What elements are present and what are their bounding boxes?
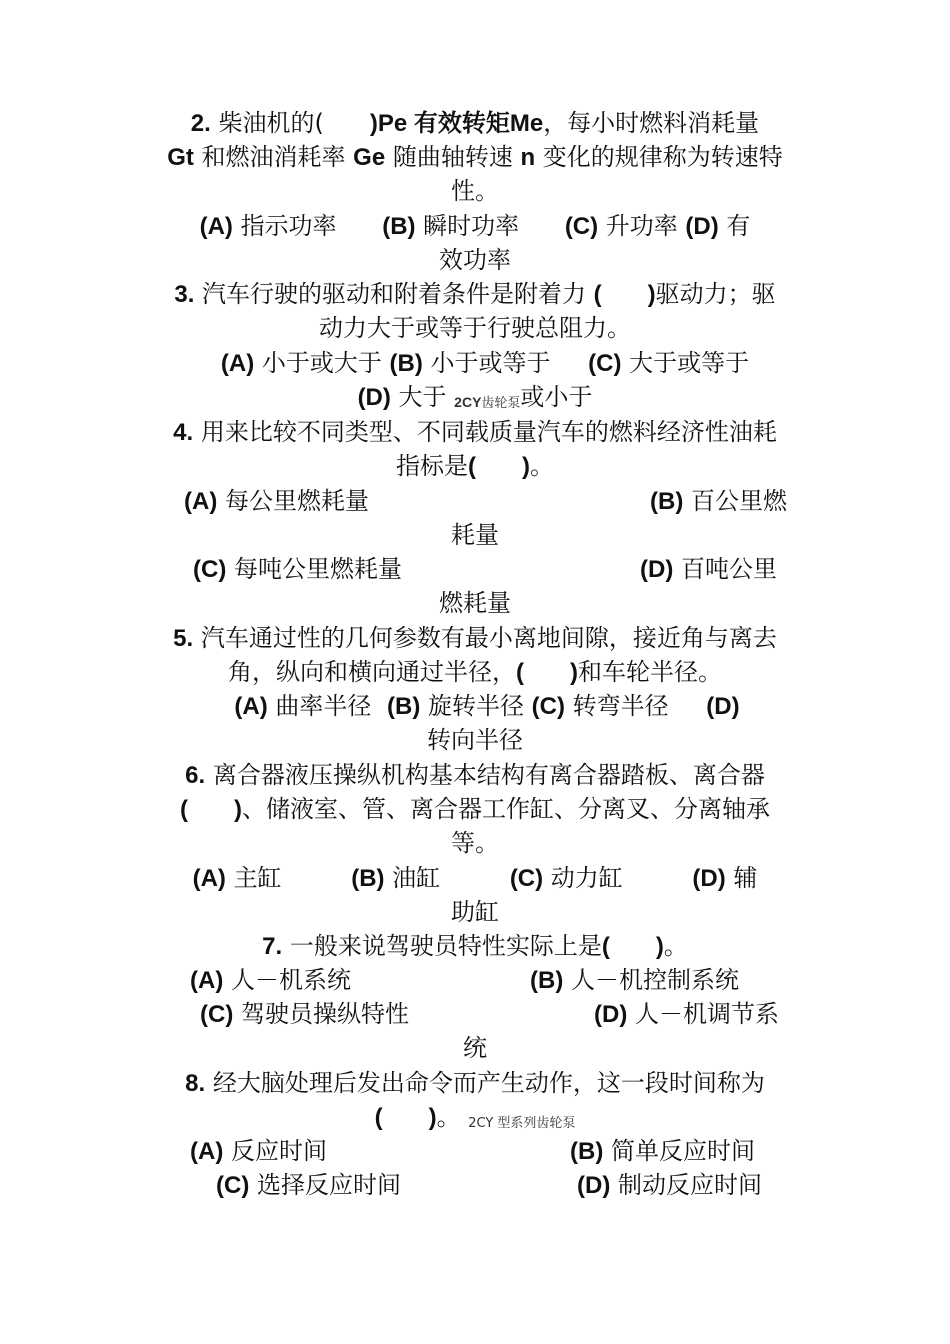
q3-paren-open: ( (593, 281, 602, 308)
q7-option-b: 人－机控制系统 (570, 966, 739, 994)
q6-line-3: 等。 (451, 829, 499, 857)
q8-option-b: 简单反应时间 (610, 1137, 755, 1165)
q3-option-b-label: (B) (389, 350, 423, 377)
q5-option-d-label: (D) (706, 693, 740, 720)
q2-option-c-label: (C) (564, 213, 599, 240)
q5-text-a: 汽车通过性的几何参数有最小离地间隙，接近角与离去 (200, 624, 777, 652)
q6-text-a: 离合器液压操纵机构基本结构有离合器踏板、离合器 (212, 761, 765, 789)
q2-options (140, 209, 810, 244)
q6-line-2: ( )、储液室、管、离合器工作缸、分离叉、分离轴承 (180, 795, 770, 823)
watermark-2cy-pump: 2CY齿轮泵 (454, 394, 521, 411)
q2-option-d-cont: 效功率 (439, 246, 511, 274)
q3-option-d-label: (D) (357, 384, 391, 411)
q2-gt: Gt (167, 144, 194, 171)
q6-option-a-label: (A) (192, 865, 226, 892)
q7-option-d-line (594, 997, 950, 1032)
q2-ge: Ge (353, 144, 386, 171)
q8-option-b-line (570, 1134, 950, 1169)
q2-text-g: 变化的规律称为转速特 (542, 143, 783, 171)
q6-option-a: 主缸 (233, 864, 282, 892)
q3-options (150, 346, 820, 381)
q8-option-c: 选择反应时间 (256, 1171, 401, 1199)
q2-n: n (520, 144, 536, 171)
q2-line-1 (140, 106, 810, 141)
q3-option-d-cont: 或小于 (520, 383, 593, 411)
q5-line-2: 角，纵向和横向通过半径，( )和车轮半径。 (228, 658, 722, 686)
q7-option-c: 驾驶员操纵特性 (240, 1000, 409, 1028)
q3-line-1 (140, 277, 810, 312)
q4-option-d-label: (D) (640, 556, 674, 583)
q4-option-a: 每公里燃耗量 (224, 487, 369, 515)
q2-text-f: 随曲轴转速 (392, 143, 513, 171)
q4-option-b: 百公里燃 (690, 487, 787, 515)
q6-option-b: 油缸 (392, 864, 441, 892)
q3-text-a: 汽车行驶的驱动和附着条件是附着力 (202, 280, 586, 308)
q5-option-b-label: (B) (387, 693, 421, 720)
q3-option-a: 小于或大于 (261, 349, 382, 377)
q8-option-a: 反应时间 (230, 1137, 327, 1165)
q5-option-c: 转弯半径 (572, 692, 669, 720)
q4-option-a-label: (A) (184, 488, 218, 515)
q4-text-a: 用来比较不同类型、不同载质量汽车的燃料经济性油耗 (200, 418, 777, 446)
q2-text-d: ，每小时燃料消耗量 (543, 109, 760, 137)
q2-line-2 (140, 140, 810, 175)
q5-line-1 (140, 621, 810, 656)
q8-option-d-label: (D) (577, 1172, 611, 1199)
q7-option-a-label: (A) (190, 967, 224, 994)
q2-option-d-label: (D) (685, 213, 719, 240)
q4-option-b-line (650, 484, 950, 519)
q5-option-d: 转向半径 (427, 726, 523, 754)
q7-option-a: 人－机系统 (230, 966, 351, 994)
q6-options (140, 861, 810, 896)
q3-paren-close: ) (647, 281, 656, 308)
q8-option-b-label: (B) (570, 1138, 604, 1165)
q4-line-1 (140, 415, 810, 450)
q6-number: 6. (185, 762, 206, 789)
q2-text-c: Me (509, 110, 544, 137)
q4-option-b-cont: 耗量 (451, 521, 499, 549)
q2-option-d: 有 (726, 212, 751, 240)
q7-text-a: 一般来说驾驶员特性实际上是 (289, 932, 602, 960)
q2-option-b-label: (B) (382, 213, 416, 240)
q6-option-c-label: (C) (509, 865, 544, 892)
q2-option-c: 升功率 (605, 212, 678, 240)
q8-option-c-label: (C) (216, 1172, 250, 1199)
q2-option-b: 瞬时功率 (423, 212, 520, 240)
q2-number: 2. (190, 110, 211, 137)
q6-option-d-label: (D) (692, 865, 726, 892)
q4-option-d-line (640, 552, 950, 587)
watermark-2cy-series-pump: 2CY 型系列齿轮泵 (468, 1116, 576, 1131)
q5-number: 5. (173, 625, 194, 652)
q3-option-c: 大于或等于 (629, 349, 750, 377)
q7-option-d: 人－机调节系 (634, 1000, 779, 1028)
q4-option-b-label: (B) (650, 488, 684, 515)
q8-number: 8. (185, 1070, 206, 1097)
q3-option-a-label: (A) (220, 350, 255, 377)
q3-option-b: 小于或等于 (430, 349, 551, 377)
q2-text-b: )Pe 有效转矩 (369, 110, 510, 137)
q4-number: 4. (173, 419, 194, 446)
q2-option-a-label: (A) (199, 213, 233, 240)
q5-option-a-label: (A) (234, 693, 268, 720)
q6-text-b: 、储液室、管、离合器工作缸、分离叉、分离轴承 (242, 795, 770, 823)
q8-option-d-line (577, 1168, 950, 1203)
q6-option-d-cont: 助缸 (451, 898, 499, 926)
q4-line-2: 指标是( )。 (396, 452, 554, 480)
q3-option-d: 大于 (398, 383, 447, 411)
q2-line-3: 性。 (451, 177, 499, 205)
q5-option-b: 旋转半径 (428, 692, 524, 720)
q3-option-c-label: (C) (588, 350, 622, 377)
q3-number: 3. (174, 281, 195, 308)
q7-line-1: 7. 一般来说驾驶员特性实际上是( )。 (262, 932, 688, 960)
q3-text-b: 驱动力；驱 (655, 280, 776, 308)
q5-option-c-label: (C) (531, 693, 565, 720)
q7-option-d-label: (D) (594, 1001, 628, 1028)
q6-option-c: 动力缸 (550, 864, 623, 892)
q2-text-a: 柴油机的( (218, 109, 324, 137)
q7-option-b-line (530, 963, 950, 998)
q5-option-a: 曲率半径 (275, 692, 372, 720)
q5-text-b: 角，纵向和横向通过半径， (228, 658, 516, 686)
q6-option-d: 辅 (733, 864, 758, 892)
q4-text-b: 指标是 (396, 452, 468, 480)
q4-option-d: 百吨公里 (680, 555, 777, 583)
q3-line-2: 动力大于或等于行驶总阻力。 (319, 314, 631, 342)
q5-options (152, 689, 822, 724)
q8-option-d: 制动反应时间 (617, 1171, 762, 1199)
q7-option-b-label: (B) (530, 967, 564, 994)
q6-option-b-label: (B) (351, 865, 385, 892)
q7-number: 7. (262, 933, 283, 960)
q2-text-e: 和燃油消耗率 (201, 143, 346, 171)
q7-option-c-label: (C) (200, 1001, 234, 1028)
q8-line-2: ( )。 2CY 型系列齿轮泵 (374, 1103, 576, 1131)
q8-text-a: 经大脑处理后发出命令而产生动作，这一段时间称为 (212, 1069, 765, 1097)
q8-line-1 (140, 1066, 810, 1101)
q4-option-c: 每吨公里燃耗量 (233, 555, 402, 583)
q4-option-d-cont: 燃耗量 (439, 589, 511, 617)
q8-option-a-label: (A) (190, 1138, 224, 1165)
q7-option-d-cont: 统 (463, 1034, 487, 1062)
q4-option-c-label: (C) (193, 556, 227, 583)
q2-option-a: 指示功率 (240, 212, 337, 240)
q6-line-1 (140, 758, 810, 793)
